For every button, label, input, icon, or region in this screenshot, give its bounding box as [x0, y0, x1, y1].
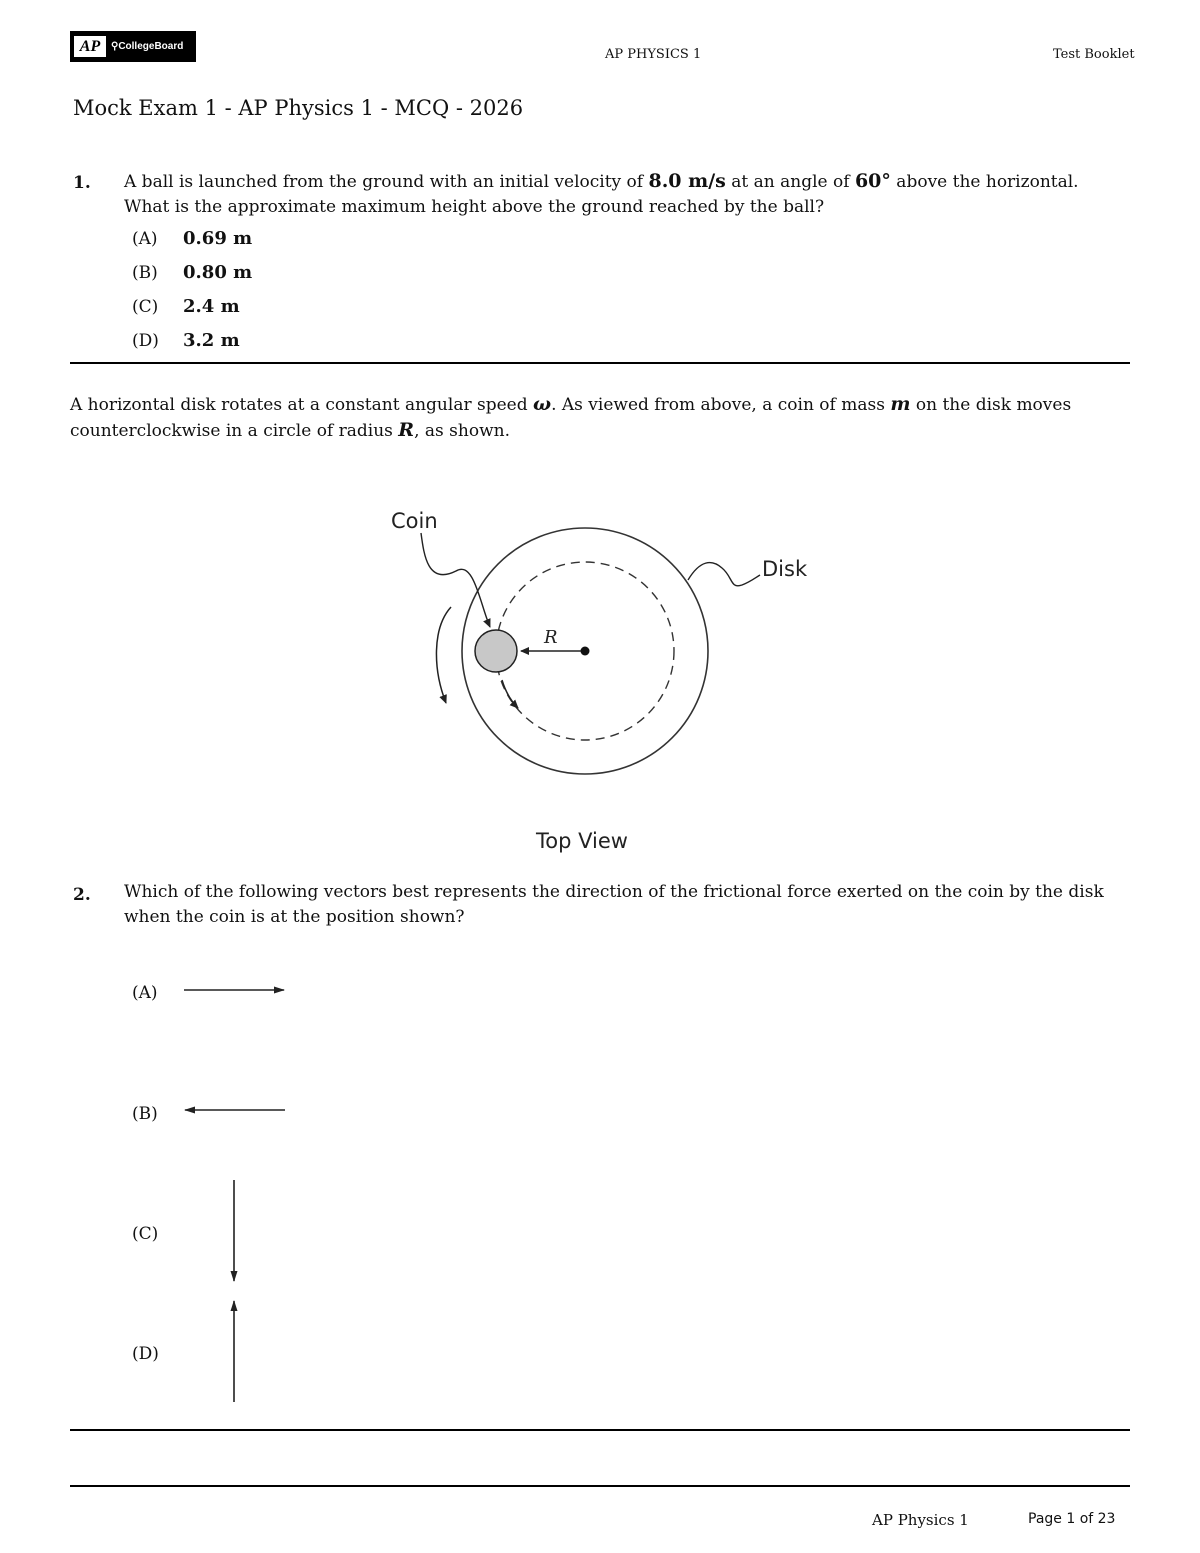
header-course: AP PHYSICS 1 [605, 47, 702, 62]
footer-divider [70, 1485, 1130, 1487]
q1-text-b: at an angle of [725, 172, 855, 192]
q2-choice-b-letter[interactable]: (B) [132, 1104, 158, 1124]
q2-line1: Which of the following vectors best represents the direction of the frictional force exerted on the coin by the disk [124, 882, 1104, 902]
q1-choice-letter: (D) [132, 331, 159, 351]
q1-velocity: 8.0 m/s [648, 170, 726, 192]
figure-caption: Top View [536, 829, 628, 853]
q1-text-c: above the horizontal. [890, 172, 1079, 192]
q2-choice-c-letter[interactable]: (C) [132, 1224, 159, 1244]
stimulus-text-a: A horizontal disk rotates at a constant angular speed [70, 395, 533, 415]
stimulus-text-c: on the disk moves [910, 395, 1072, 415]
q2-line2: when the coin is at the position shown? [124, 907, 465, 927]
q2-choice-a-letter[interactable]: (A) [132, 983, 158, 1003]
radius-label: R [544, 627, 558, 648]
q1-number: 1. [73, 173, 91, 193]
stimulus-mass: m [890, 393, 911, 415]
q1-choice-value: 0.80 m [183, 262, 253, 283]
q1-choice-letter: (B) [132, 263, 158, 283]
q1-choice-value: 3.2 m [183, 330, 240, 351]
q2-stem [124, 880, 1129, 930]
coin-label: Coin [391, 509, 438, 533]
stimulus-text-b: . As viewed from above, a coin of mass [551, 395, 891, 415]
disk-label: Disk [762, 557, 808, 581]
stimulus-text-d: counterclockwise in a circle of radius [70, 421, 399, 441]
rotation-arrow-inner [502, 680, 518, 708]
q1-choice-letter: (A) [132, 229, 158, 249]
q1-text-a: A ball is launched from the ground with an initial velocity of [124, 172, 649, 192]
bottom-divider [70, 1429, 1130, 1431]
q1-line2: What is the approximate maximum height above the ground reached by the ball? [124, 197, 825, 217]
stimulus-omega: ω [533, 393, 552, 415]
disk-center-dot [581, 647, 590, 656]
q1-choice-value: 2.4 m [183, 296, 240, 317]
q1-choice-letter: (C) [132, 297, 159, 317]
logo-ap-mark: AP [74, 36, 106, 57]
coin [475, 630, 517, 672]
q1-choice-value: 0.69 m [183, 228, 253, 249]
header-booklet: Test Booklet [1053, 47, 1135, 62]
footer-page-number: Page 1 of 23 [1028, 1511, 1116, 1527]
q1-angle: 60° [854, 170, 891, 192]
stimulus-radius: R [398, 419, 415, 441]
q2-number: 2. [73, 885, 91, 905]
q2-vector-choices [0, 960, 400, 1420]
stimulus-text-e: , as shown. [414, 421, 510, 441]
logo-collegeboard-wordmark: ⚲CollegeBoard [111, 41, 184, 52]
rotation-arrow-outer [436, 607, 451, 703]
coin-label-leader [421, 533, 490, 627]
page-title: Mock Exam 1 - AP Physics 1 - MCQ - 2026 [73, 96, 524, 120]
footer-course: AP Physics 1 [872, 1511, 969, 1529]
disk-label-leader [688, 563, 760, 586]
q2-choice-d-letter[interactable]: (D) [132, 1344, 159, 1364]
